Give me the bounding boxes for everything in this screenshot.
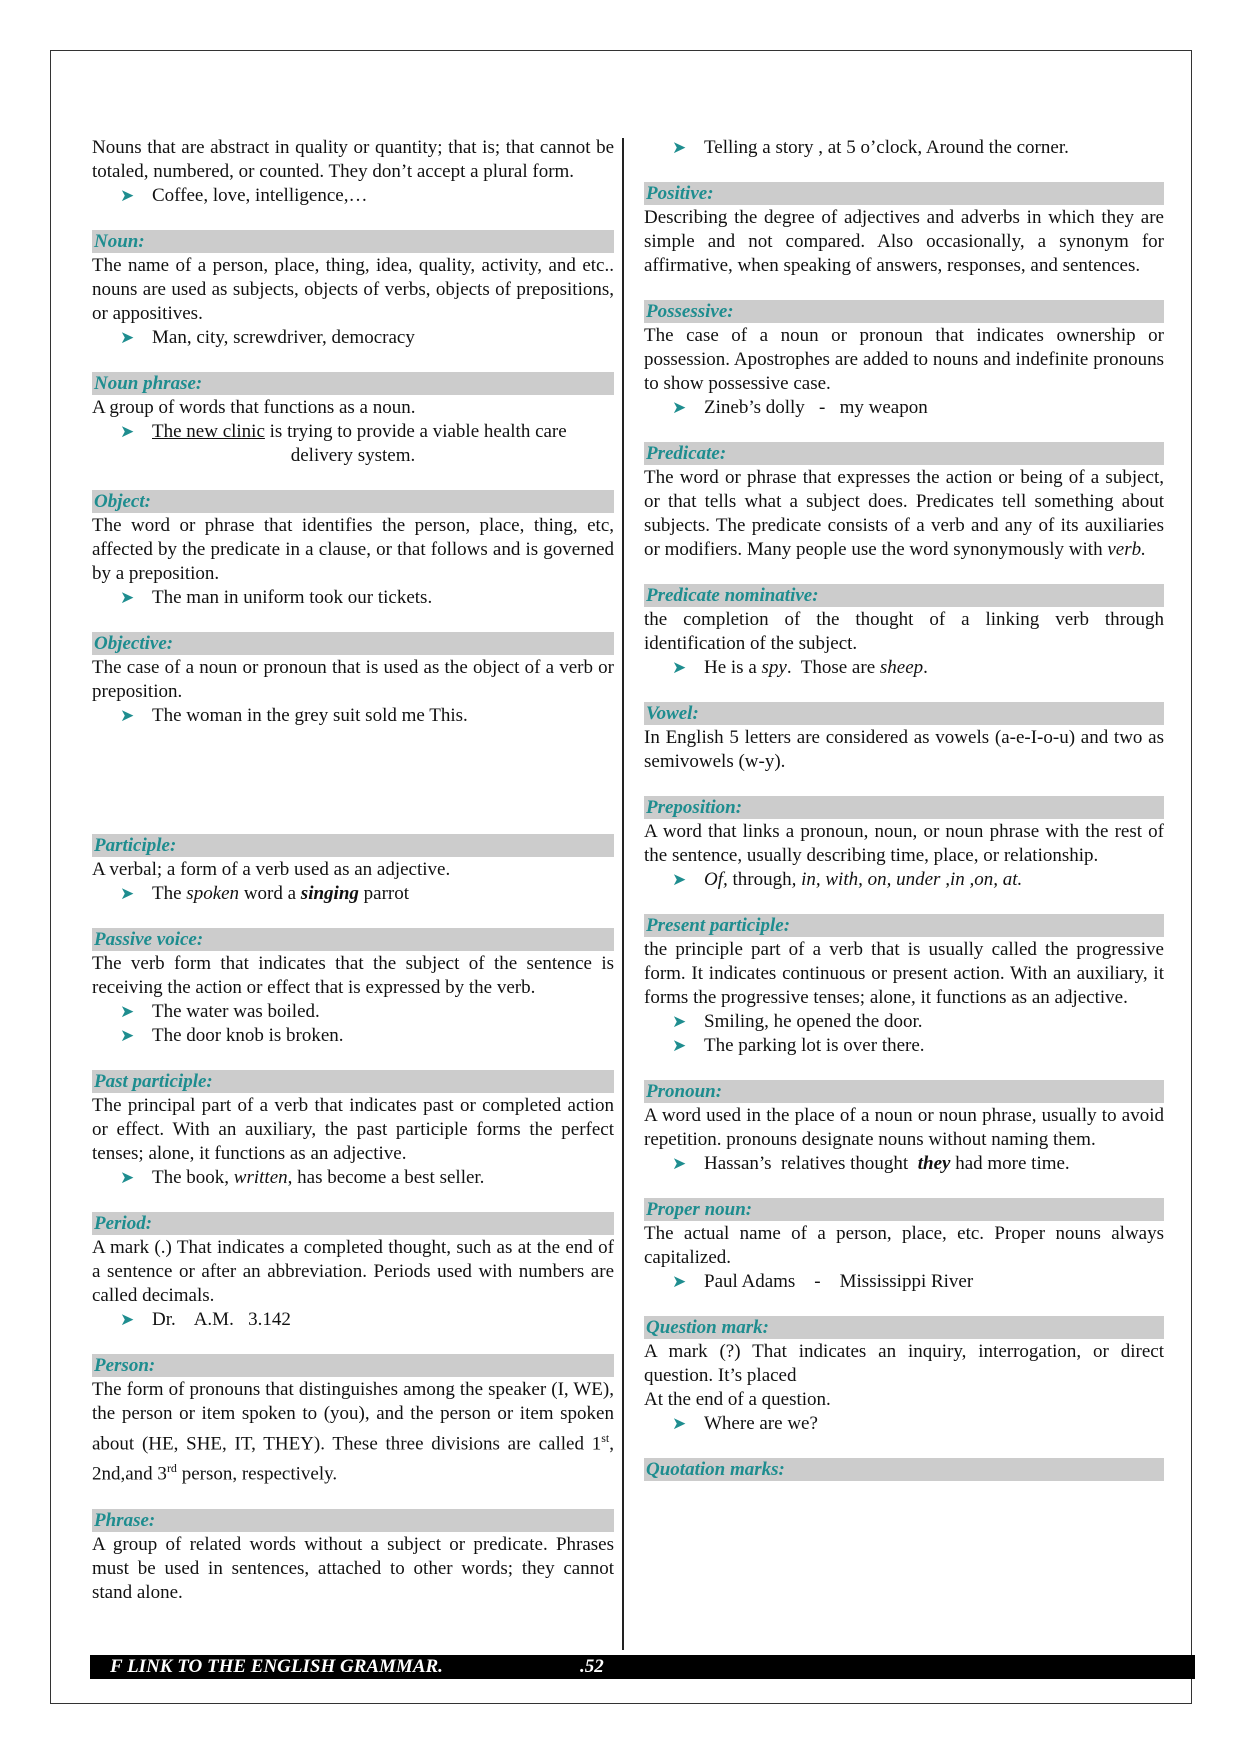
example-list xyxy=(92,704,614,728)
entry-predicate xyxy=(644,442,1164,562)
example-item xyxy=(644,868,1164,892)
definition-text: person, respectively. xyxy=(176,1463,338,1485)
example-text: had more time. xyxy=(950,1153,1070,1174)
definition: The actual name of a person, place, etc. Proper nouns always capitalized. xyxy=(644,1223,1164,1268)
italic-word: Of, xyxy=(704,869,728,890)
example-text: The parking lot is over there. xyxy=(704,1035,925,1056)
footer-title: F LINK TO THE ENGLISH GRAMMAR. xyxy=(110,1656,443,1677)
example-item xyxy=(644,1152,1164,1176)
term-heading: Predicate: xyxy=(644,442,1164,465)
entry-objective xyxy=(92,632,614,728)
example-text: . xyxy=(923,657,928,678)
example-list xyxy=(644,1010,1164,1058)
term-heading: Pronoun: xyxy=(644,1080,1164,1103)
example-text: Where are we? xyxy=(704,1413,818,1434)
italic-word: , in, with, on, under ,in ,on, at. xyxy=(791,869,1023,890)
example-text: He is a xyxy=(704,657,762,678)
example-item xyxy=(92,704,614,728)
example-list xyxy=(92,1166,614,1190)
arrow-bullet-icon: ➤ xyxy=(120,706,135,725)
entry-positive xyxy=(644,182,1164,278)
example-item xyxy=(644,1034,1164,1058)
definition: Describing the degree of adjectives and adverbs in which they are simple and not compared. Also occasionally, a synonym for affirmative, when speaking of answers, responses, and sentences. xyxy=(644,207,1164,276)
example-list xyxy=(92,1308,614,1332)
term-heading: Predicate nominative: xyxy=(644,584,1164,607)
example-item xyxy=(92,1024,614,1048)
example-text: through xyxy=(727,869,792,890)
example-list xyxy=(92,1000,614,1048)
arrow-bullet-icon: ➤ xyxy=(672,1154,687,1173)
example-text: Telling a story , at 5 o’clock, Around the corner. xyxy=(704,137,1069,158)
example-text: Zineb’s dolly - my weapon xyxy=(704,397,928,418)
arrow-bullet-icon: ➤ xyxy=(120,884,135,903)
definition: Nouns that are abstract in quality or quantity; that is; that cannot be totaled, numbered, or counted. They don’t accept a plural form. xyxy=(92,137,614,182)
example-text: The book, xyxy=(152,1167,234,1188)
arrow-bullet-icon: ➤ xyxy=(672,658,687,677)
example-text: The man in uniform took our tickets. xyxy=(152,587,433,608)
example-text: word a xyxy=(239,883,301,904)
example-list xyxy=(644,868,1164,892)
arrow-bullet-icon: ➤ xyxy=(120,588,135,607)
term-heading: Positive: xyxy=(644,182,1164,205)
definition: A mark (?) That indicates an inquiry, interrogation, or direct question. It’s placed xyxy=(644,1341,1164,1386)
example-item xyxy=(92,586,614,610)
example-list xyxy=(644,1412,1164,1436)
term-heading: Past participle: xyxy=(92,1070,614,1093)
arrow-bullet-icon: ➤ xyxy=(672,1012,687,1031)
definition-text: The form of pronouns that distinguishes among the speaker (I, WE), the person or item spoken to (you), and the person or item spoken about (HE, SHE, IT, THEY). These three divisions are called 1 xyxy=(92,1379,614,1455)
term-heading: Vowel: xyxy=(644,702,1164,725)
italic-word: written xyxy=(233,1167,288,1188)
arrow-bullet-icon: ➤ xyxy=(120,1168,135,1187)
definition: The case of a noun or pronoun that indicates ownership or possession. Apostrophes are added to nouns and indefinite pronouns to show possessive case. xyxy=(644,325,1164,394)
example-text: parrot xyxy=(358,883,410,904)
term-heading: Objective: xyxy=(92,632,614,655)
term-heading: Object: xyxy=(92,490,614,513)
definition xyxy=(644,466,1164,562)
definition-continued: At the end of a question. xyxy=(644,1389,831,1410)
page-footer xyxy=(90,1655,1195,1679)
arrow-bullet-icon: ➤ xyxy=(120,1310,135,1329)
term-heading: Person: xyxy=(92,1354,614,1377)
definition: A group of related words without a subject or predicate. Phrases must be used in sentences, attached to other words; they cannot stand alone. xyxy=(92,1533,614,1603)
entry-possessive xyxy=(644,300,1164,420)
definition-text: , 2nd,and 3 xyxy=(92,1433,614,1485)
example-item xyxy=(644,1412,1164,1436)
entry-quotation-marks xyxy=(644,1458,1164,1481)
arrow-bullet-icon: ➤ xyxy=(120,1026,135,1045)
left-column xyxy=(92,136,614,1627)
bold-italic-word: singing xyxy=(300,883,359,904)
entry-noun-phrase xyxy=(92,372,614,468)
example-text: The water was boiled. xyxy=(152,1001,320,1022)
bold-italic-word: they xyxy=(917,1153,951,1174)
term-heading: Phrase: xyxy=(92,1509,614,1532)
entry-past-participle xyxy=(92,1070,614,1190)
arrow-bullet-icon: ➤ xyxy=(120,328,135,347)
definition: A word used in the place of a noun or noun phrase, usually to avoid repetition. pronouns designate nouns without naming them. xyxy=(644,1105,1164,1150)
definition: A word that links a pronoun, noun, or noun phrase with the rest of the sentence, usually describing time, place, or relationship. xyxy=(644,821,1164,866)
example-text: Man, city, screwdriver, democracy xyxy=(152,327,415,348)
definition: the completion of the thought of a linking verb through identification of the subject. xyxy=(644,609,1164,654)
arrow-bullet-icon: ➤ xyxy=(672,398,687,417)
example-list xyxy=(92,420,614,468)
term-heading: Question mark: xyxy=(644,1316,1164,1339)
definition: A group of words that functions as a noun. xyxy=(92,397,416,418)
arrow-bullet-icon: ➤ xyxy=(120,422,135,441)
example-list xyxy=(644,656,1164,680)
entry-preposition xyxy=(644,796,1164,892)
example-text: , has become a best seller. xyxy=(287,1167,485,1188)
example-item xyxy=(92,1000,614,1024)
superscript: st xyxy=(601,1431,610,1445)
arrow-bullet-icon: ➤ xyxy=(120,186,135,205)
entry-vowel xyxy=(644,702,1164,774)
definition: A verbal; a form of a verb used as an adjective. xyxy=(92,859,451,880)
entry-participle xyxy=(92,834,614,906)
right-column xyxy=(644,136,1164,1503)
example-item xyxy=(92,882,614,906)
entry-object xyxy=(92,490,614,610)
example-text: The door knob is broken. xyxy=(152,1025,344,1046)
definition: The name of a person, place, thing, idea, quality, activity, and etc.. nouns are used as subjects, objects of verbs, objects of prepositions, or appositives. xyxy=(92,255,614,324)
entry-present-participle xyxy=(644,914,1164,1058)
example-item xyxy=(92,1308,614,1332)
arrow-bullet-icon: ➤ xyxy=(120,1002,135,1021)
example-list xyxy=(644,1270,1164,1294)
example-item xyxy=(644,136,1164,160)
example-list xyxy=(644,1152,1164,1176)
term-heading: Passive voice: xyxy=(92,928,614,951)
term-heading: Present participle: xyxy=(644,914,1164,937)
term-heading: Possessive: xyxy=(644,300,1164,323)
example-list xyxy=(644,136,1164,160)
entry-prepositional-examples xyxy=(644,136,1164,160)
example-continuation: delivery system. xyxy=(290,445,416,466)
example-item xyxy=(92,326,614,350)
entry-predicate-nominative xyxy=(644,584,1164,680)
arrow-bullet-icon: ➤ xyxy=(672,1414,687,1433)
term-heading: Quotation marks: xyxy=(644,1458,1164,1481)
example-item xyxy=(92,1166,614,1190)
example-item xyxy=(644,656,1164,680)
entry-proper-noun xyxy=(644,1198,1164,1294)
italic-word: spoken xyxy=(186,883,240,904)
term-heading: Preposition: xyxy=(644,796,1164,819)
example-item xyxy=(92,184,614,208)
example-list xyxy=(92,326,614,350)
term-heading: Participle: xyxy=(92,834,614,857)
column-divider xyxy=(622,138,624,1650)
entry-period xyxy=(92,1212,614,1332)
entry-abstract-nouns xyxy=(92,136,614,208)
entry-phrase xyxy=(92,1509,614,1605)
example-item xyxy=(92,420,614,444)
definition: the principle part of a verb that is usually called the progressive form. It indicates continuous or present action. With an auxiliary, it forms the progressive tenses; alone, it functions as an adjective. xyxy=(644,939,1164,1008)
example-text: Hassan’s relatives thought xyxy=(704,1153,918,1174)
example-item xyxy=(644,1010,1164,1034)
definition xyxy=(92,1378,614,1487)
term-heading: Noun: xyxy=(92,230,614,253)
entry-person xyxy=(92,1354,614,1487)
example-list xyxy=(644,396,1164,420)
example-list xyxy=(92,882,614,906)
example-text: Dr. A.M. 3.142 xyxy=(152,1309,291,1330)
page-number: .52 xyxy=(580,1656,604,1677)
italic-word: sheep xyxy=(879,657,924,678)
arrow-bullet-icon: ➤ xyxy=(672,1272,687,1291)
arrow-bullet-icon: ➤ xyxy=(672,1036,687,1055)
entry-pronoun xyxy=(644,1080,1164,1176)
example-list xyxy=(92,184,614,208)
definition: In English 5 letters are considered as vowels (a-e-I-o-u) and two as semivowels (w-y). xyxy=(644,727,1164,772)
example-item xyxy=(644,1270,1164,1294)
italic-word: spy xyxy=(761,657,787,678)
example-text: The woman in the grey suit sold me This. xyxy=(152,705,468,726)
definition: The principal part of a verb that indicates past or completed action or effect. With an auxiliary, the past participle forms the perfect tenses; alone, it functions as an adjective. xyxy=(92,1095,614,1164)
definition-text: The word or phrase that expresses the action or being of a subject, or that tells what a subject does. Predicates tell something about subjects. The predicate consists of a verb and any of its auxiliaries or modifiers. Many people use the word synonymously with xyxy=(644,467,1164,560)
entry-passive-voice xyxy=(92,928,614,1048)
term-heading: Proper noun: xyxy=(644,1198,1164,1221)
underlined-phrase: The new clinic xyxy=(152,421,265,442)
definition: The word or phrase that identifies the person, place, thing, etc, affected by the predicate in a clause, or that follows and is governed by a preposition. xyxy=(92,515,614,584)
example-list xyxy=(92,586,614,610)
term-heading: Period: xyxy=(92,1212,614,1235)
example-text: Coffee, love, intelligence,… xyxy=(152,185,368,206)
example-text: . Those are xyxy=(786,657,880,678)
entry-noun xyxy=(92,230,614,350)
definition: The case of a noun or pronoun that is used as the object of a verb or preposition. xyxy=(92,657,614,702)
example-text: Smiling, he opened the door. xyxy=(704,1011,923,1032)
example-text: is trying to provide a viable health care xyxy=(264,421,567,442)
term-heading: Noun phrase: xyxy=(92,372,614,395)
example-text: The xyxy=(152,883,187,904)
superscript: rd xyxy=(166,1461,177,1476)
definition: A mark (.) That indicates a completed thought, such as at the end of a sentence or after an abbreviation. Periods used with numbers are called decimals. xyxy=(92,1237,614,1306)
definition: The verb form that indicates that the subject of the sentence is receiving the action or effect that is expressed by the verb. xyxy=(92,953,614,998)
arrow-bullet-icon: ➤ xyxy=(672,138,687,157)
entry-question-mark xyxy=(644,1316,1164,1436)
example-text: Paul Adams - Mississippi River xyxy=(704,1271,974,1292)
italic-word: verb. xyxy=(1107,539,1146,560)
example-item xyxy=(644,396,1164,420)
arrow-bullet-icon: ➤ xyxy=(672,870,687,889)
